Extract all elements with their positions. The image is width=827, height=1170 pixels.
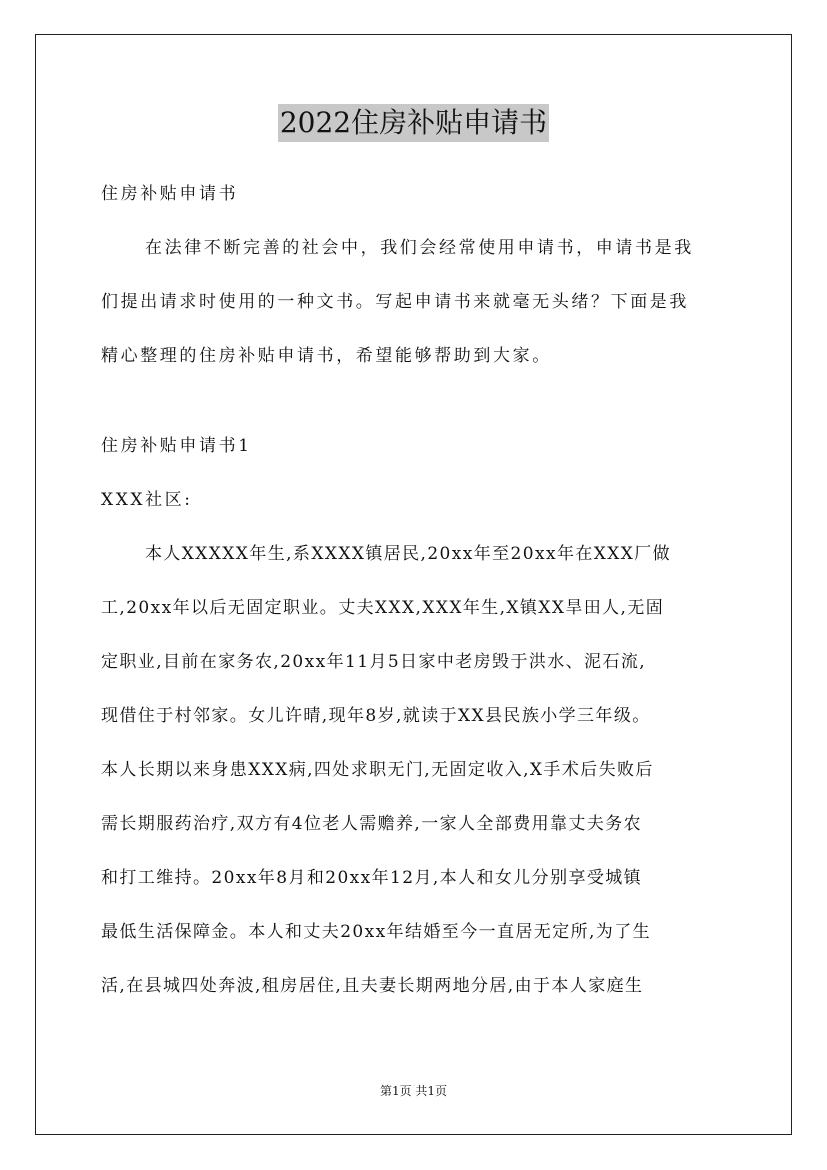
document-title: 2022住房补贴申请书	[278, 104, 549, 142]
body-line: XXX社区:	[101, 490, 193, 510]
body-line: 住房补贴申请书	[101, 184, 239, 204]
document-body	[101, 176, 741, 1022]
body-line: 本人XXXXX年生,系XXXX镇居民,20xx年至20xx年在XXX厂做	[145, 544, 672, 564]
body-line: 工,20xx年以后无固定职业。丈夫XXX,XXX年生,X镇XX旱田人,无固	[101, 598, 665, 618]
body-line: 们提出请求时使用的一种文书。写起申请书来就毫无头绪？下面是我	[101, 292, 689, 312]
body-line: 现借住于村邻家。女儿许晴,现年8岁,就读于XX县民族小学三年级。	[101, 706, 651, 726]
page-footer: 第1页 共1页	[379, 1084, 448, 1098]
blank-line	[101, 392, 741, 428]
body-line: 活,在县城四处奔波,租房居住,且夫妻长期两地分居,由于本人家庭生	[101, 976, 644, 996]
body-line: 和打工维持。20xx年8月和20xx年12月,本人和女儿分别享受城镇	[101, 868, 643, 888]
body-line: 本人长期以来身患XXX病,四处求职无门,无固定收入,X手术后失败后	[101, 760, 654, 780]
body-line: 定职业,目前在家务农,20xx年11月5日家中老房毁于洪水、泥石流,	[101, 652, 647, 672]
body-line: 需长期服药治疗,双方有4位老人需赡养,一家人全部费用靠丈夫务农	[101, 814, 643, 834]
body-line: 精心整理的住房补贴申请书，希望能够帮助到大家。	[101, 346, 552, 366]
title-container	[0, 104, 827, 142]
body-line: 住房补贴申请书1	[101, 436, 252, 456]
body-line: 最低生活保障金。本人和丈夫20xx年结婚至今一直居无定所,为了生	[101, 922, 652, 942]
body-line: 在法律不断完善的社会中，我们会经常使用申请书，申请书是我	[145, 238, 694, 258]
